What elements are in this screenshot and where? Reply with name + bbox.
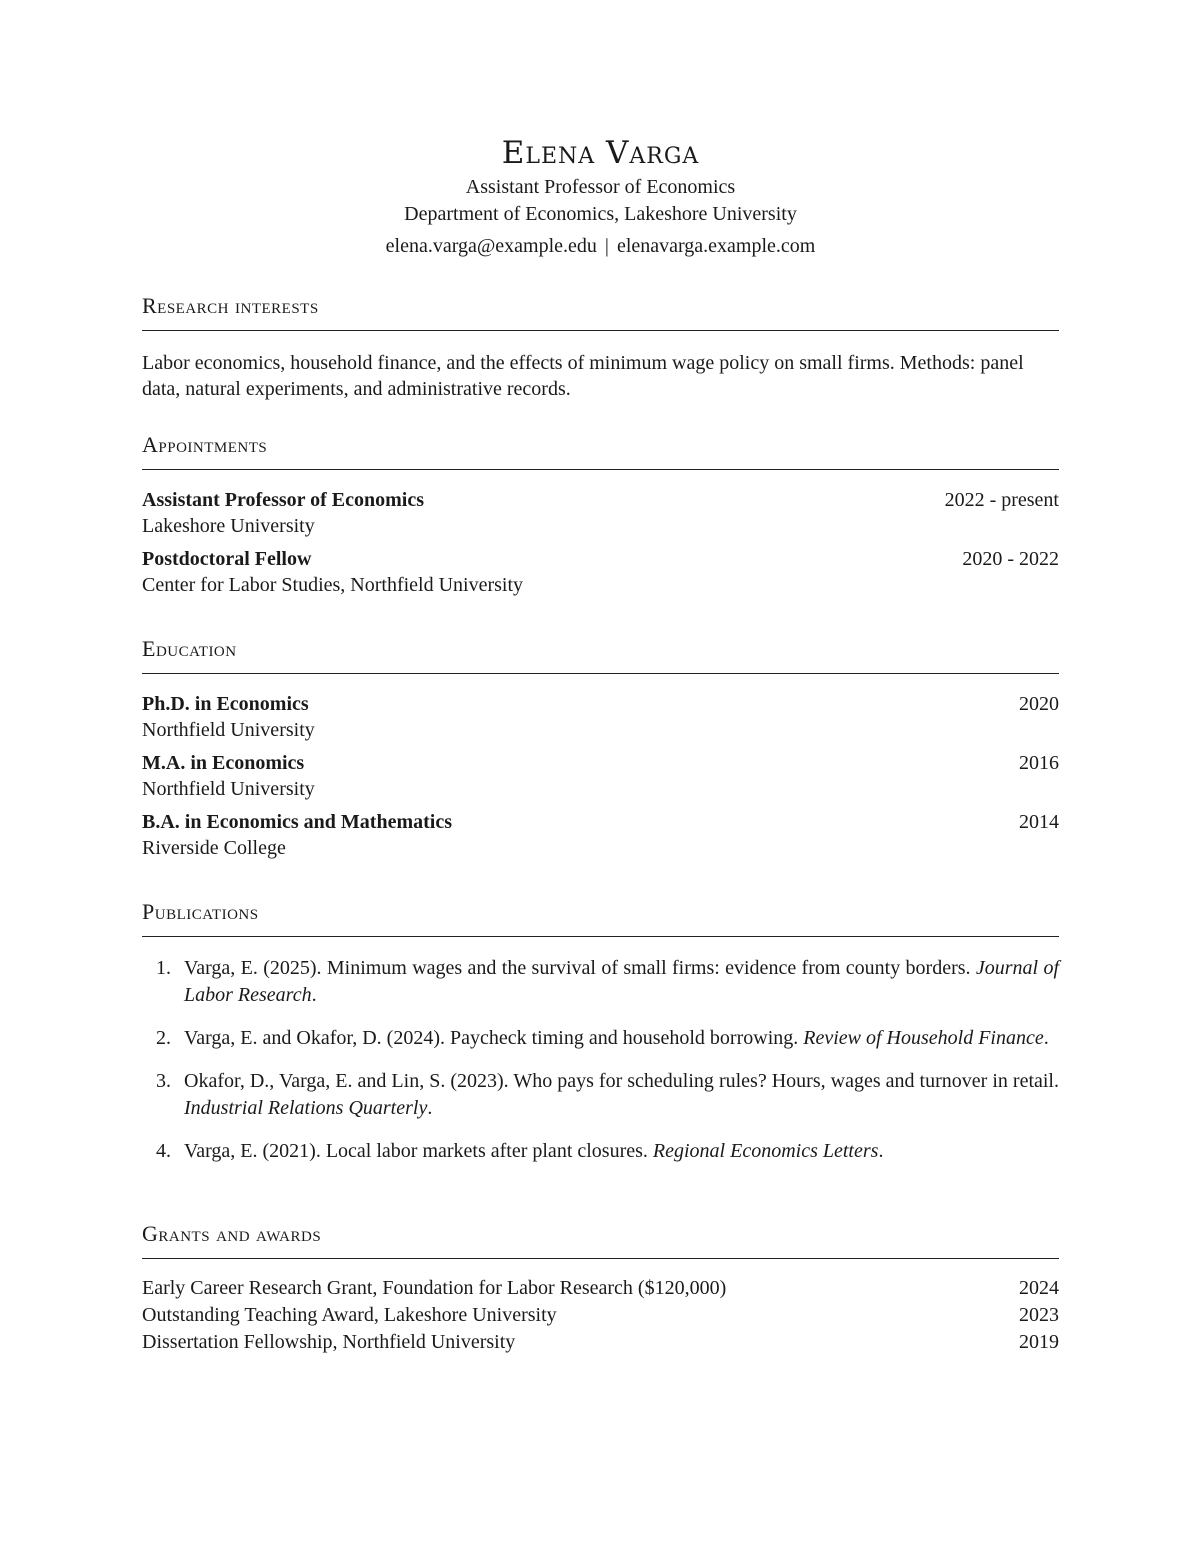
award-text: Dissertation Fellowship, Northfield University: [142, 1331, 516, 1353]
publication-number: 2.: [156, 1027, 171, 1049]
award-text: Early Career Research Grant, Foundation for Labor Research ($120,000): [142, 1277, 727, 1299]
school-name: Northfield University: [142, 719, 315, 741]
publication-item: 2. Varga, E. and Okafor, D. (2024). Paycheck timing and household borrowing. Review of Household Finance.: [142, 1025, 1059, 1052]
awards-list: [142, 1275, 1059, 1356]
publication-number: 4.: [156, 1140, 171, 1162]
award-row: [142, 1302, 1059, 1329]
person-name: Elena Varga: [501, 135, 700, 171]
section-research: [142, 292, 1059, 402]
school-name: Northfield University: [142, 778, 315, 800]
publication-venue: Review of Household Finance: [803, 1027, 1044, 1049]
award-text: Outstanding Teaching Award, Lakeshore University: [142, 1304, 557, 1326]
education-list: [142, 691, 1059, 861]
education-entry: [142, 809, 1059, 861]
research-text: Labor economics, household finance, and the effects of minimum wage policy on small firms. Methods: panel data, natural experiments, and administrative records.: [142, 352, 1024, 400]
section-heading-research: Research interests: [142, 292, 1059, 331]
award-year: 2019: [1019, 1331, 1059, 1353]
contact-line: [142, 233, 1059, 260]
appointment-org: Center for Labor Studies, Northfield University: [142, 574, 524, 596]
appointment-date: 2022 - present: [944, 489, 1059, 511]
section-heading-appointments: Appointments: [142, 431, 1059, 470]
website-link[interactable]: elenavarga.example.com: [616, 235, 816, 257]
publication-citation: Okafor, D., Varga, E. and Lin, S. (2023). Who pays for scheduling rules? Hours, wages and turnover in retail.: [184, 1070, 1059, 1092]
publication-item: 3. Okafor, D., Varga, E. and Lin, S. (2023). Who pays for scheduling rules? Hours, wages and turnover in retail. Industrial Relations Quarterly.: [156, 1070, 1059, 1119]
publication-venue: Journal of Labor Research: [184, 957, 1060, 1006]
appointment-date: 2020 - 2022: [962, 548, 1059, 570]
education-entry: [142, 691, 1059, 743]
school-name: Riverside College: [142, 837, 286, 859]
degree-title: Ph.D. in Economics: [142, 693, 309, 715]
appointment-entry: [142, 546, 1059, 598]
appointment-title: Postdoctoral Fellow: [142, 548, 312, 570]
publication-citation: Varga, E. and Okafor, D. (2024). Paycheck timing and household borrowing.: [184, 1027, 799, 1049]
degree-year: 2020: [1019, 693, 1059, 715]
section-appointments: [142, 431, 1059, 598]
section-publications: [142, 898, 1059, 1165]
award-year: 2024: [1019, 1277, 1059, 1299]
appointment-org: Lakeshore University: [142, 515, 315, 537]
publication-number: 1.: [156, 957, 171, 979]
award-row: [142, 1329, 1059, 1356]
email-link[interactable]: elena.varga@example.edu: [385, 235, 597, 257]
appointment-title: Assistant Professor of Economics: [142, 489, 425, 511]
department: Department of Economics, Lakeshore University: [404, 203, 797, 225]
publication-item: 4. Varga, E. (2021). Local labor markets after plant closures. Regional Economics Letters.: [142, 1138, 1059, 1165]
section-education: [142, 635, 1059, 861]
award-row: [142, 1275, 1059, 1302]
publication-venue: Regional Economics Letters: [652, 1140, 879, 1162]
publications-list: [142, 955, 1059, 1165]
section-heading-awards: Grants and awards: [142, 1220, 1059, 1259]
degree-title: B.A. in Economics and Mathematics: [142, 811, 452, 833]
position-title: Assistant Professor of Economics: [465, 176, 736, 198]
appointments-list: [142, 487, 1059, 598]
publication-citation: Varga, E. (2021). Local labor markets after plant closures.: [184, 1140, 648, 1162]
cv-header: [142, 132, 1059, 260]
award-year: 2023: [1019, 1304, 1059, 1326]
degree-title: M.A. in Economics: [142, 752, 305, 774]
contact-separator: |: [604, 235, 609, 257]
appointment-entry: [142, 487, 1059, 539]
publication-number: 3.: [156, 1070, 171, 1092]
section-awards: [142, 1220, 1059, 1356]
degree-year: 2014: [1019, 811, 1059, 833]
section-heading-education: Education: [142, 635, 1059, 674]
publication-citation: Varga, E. (2025). Minimum wages and the survival of small firms: evidence from county borders.: [184, 957, 971, 979]
section-heading-publications: Publications: [142, 898, 1059, 937]
education-entry: [142, 750, 1059, 802]
publication-venue: Industrial Relations Quarterly: [184, 1097, 428, 1119]
publication-item: 1. Varga, E. (2025). Minimum wages and the survival of small firms: evidence from county borders. Journal of Labor Research.: [156, 957, 1060, 1006]
degree-year: 2016: [1019, 752, 1059, 774]
